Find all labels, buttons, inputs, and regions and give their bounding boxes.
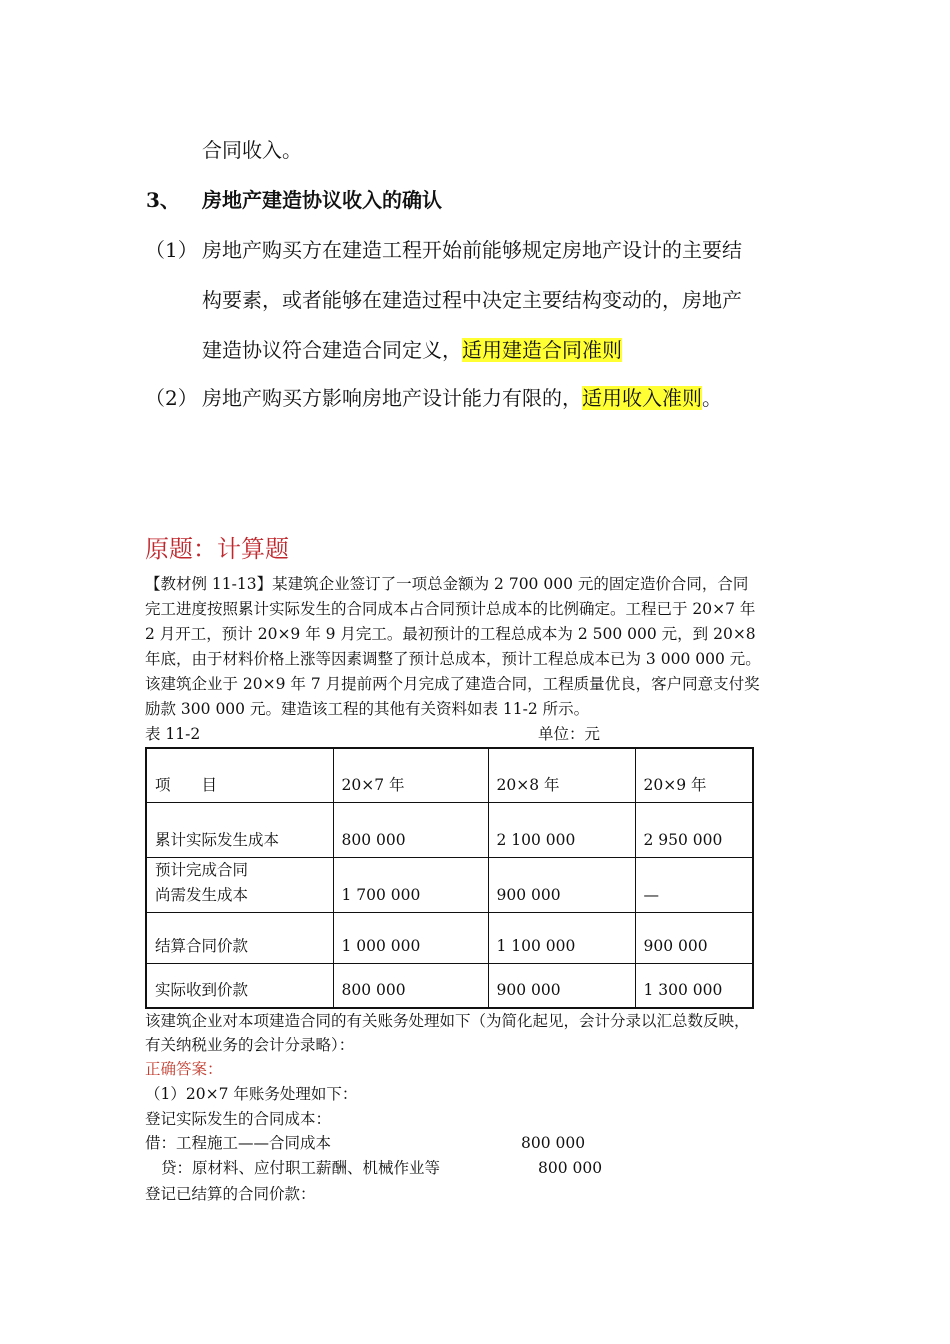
credit-entry-label: 贷：原材料、应付职工薪酬、机械作业等 [161,1159,441,1177]
section-title: 原题：计算题 [145,535,289,563]
table-row [146,802,753,857]
item-number: （2） [145,386,198,410]
table-cell: 结算合同价款 [146,912,333,963]
table-row [146,963,753,1008]
table-cell: 2 950 000 [635,802,753,857]
table-cell: 累计实际发生成本 [146,802,333,857]
paragraph-line: 该建筑企业于 20×9 年 7 月提前两个月完成了建造合同，工程质量优良，客户同意支付奖 [145,675,760,693]
paragraph-line: 登记实际发生的合同成本： [145,1110,332,1128]
text-line [202,337,622,363]
header-cell: 20×7 年 [333,748,488,802]
paragraph-line: 登记已结算的合同价款： [145,1185,316,1203]
table-cell: 900 000 [635,912,753,963]
text-line: 房地产购买方在建造工程开始前能够规定房地产设计的主要结 [202,238,742,262]
header-cell: 项 目 [146,748,333,802]
section-heading: 房地产建造协议收入的确认 [202,188,442,212]
table-cell: 1 700 000 [333,857,488,912]
data-table [145,747,754,1009]
table-cell: — [635,857,753,912]
table-row [146,912,753,963]
header-cell: 20×9 年 [635,748,753,802]
paragraph-line: 年底，由于材料价格上涨等因素调整了预计总成本，预计工程总成本已为 3 000 000 元。 [145,650,761,668]
header-cell: 20×8 年 [488,748,635,802]
answer-label: 正确答案： [145,1060,223,1078]
paragraph-line: 有关纳税业务的会计分录略）： [145,1036,355,1054]
table-header-row [146,748,753,802]
paragraph-line: 2 月开工，预计 20×9 年 9 月完工。最初预计的工程总成本为 2 500 000 元，到 20×8 [145,625,756,643]
text-line: 构要素，或者能够在建造过程中决定主要结构变动的，房地产 [202,288,742,312]
credit-entry-amount: 800 000 [538,1159,603,1177]
table-cell: 1 000 000 [333,912,488,963]
paragraph-line: 【教材例 11-13】某建筑企业签订了一项总金额为 2 700 000 元的固定造价合同，合同 [145,575,749,593]
paragraph-line: 完工进度按照累计实际发生的合同成本占合同预计总成本的比例确定。工程已于 20×7 年 [145,600,756,618]
debit-entry-label: 借：工程施工——合同成本 [145,1134,332,1152]
text-line [202,385,722,411]
text-line: 合同收入。 [202,138,302,162]
highlighted-text: 适用建造合同准则 [462,338,622,362]
table-cell: 预计完成合同 尚需发生成本 [146,857,333,912]
text-span: 房地产购买方影响房地产设计能力有限的， [202,386,582,410]
table-cell: 1 300 000 [635,963,753,1008]
table-cell: 1 100 000 [488,912,635,963]
table-cell: 2 100 000 [488,802,635,857]
table-cell: 实际收到价款 [146,963,333,1008]
text-span: 。 [702,386,722,410]
item-number: （1） [145,238,198,262]
table-cell: 900 000 [488,963,635,1008]
unit-label: 单位：元 [538,725,601,743]
debit-entry-amount: 800 000 [521,1134,586,1152]
table-cell: 900 000 [488,857,635,912]
highlighted-text: 适用收入准则 [582,386,702,410]
table-cell: 800 000 [333,802,488,857]
table-cell: 800 000 [333,963,488,1008]
paragraph-line: （1）20×7 年账务处理如下： [145,1085,358,1103]
text-span: 建造协议符合建造合同定义， [202,338,462,362]
paragraph-line: 该建筑企业对本项建造合同的有关账务处理如下（为简化起见，会计分录以汇总数反映， [145,1012,750,1030]
heading-number: 3、 [146,188,180,212]
table-row [146,857,753,912]
table-caption: 表 11-2 [145,725,201,743]
paragraph-line: 励款 300 000 元。建造该工程的其他有关资料如表 11-2 所示。 [145,700,590,718]
